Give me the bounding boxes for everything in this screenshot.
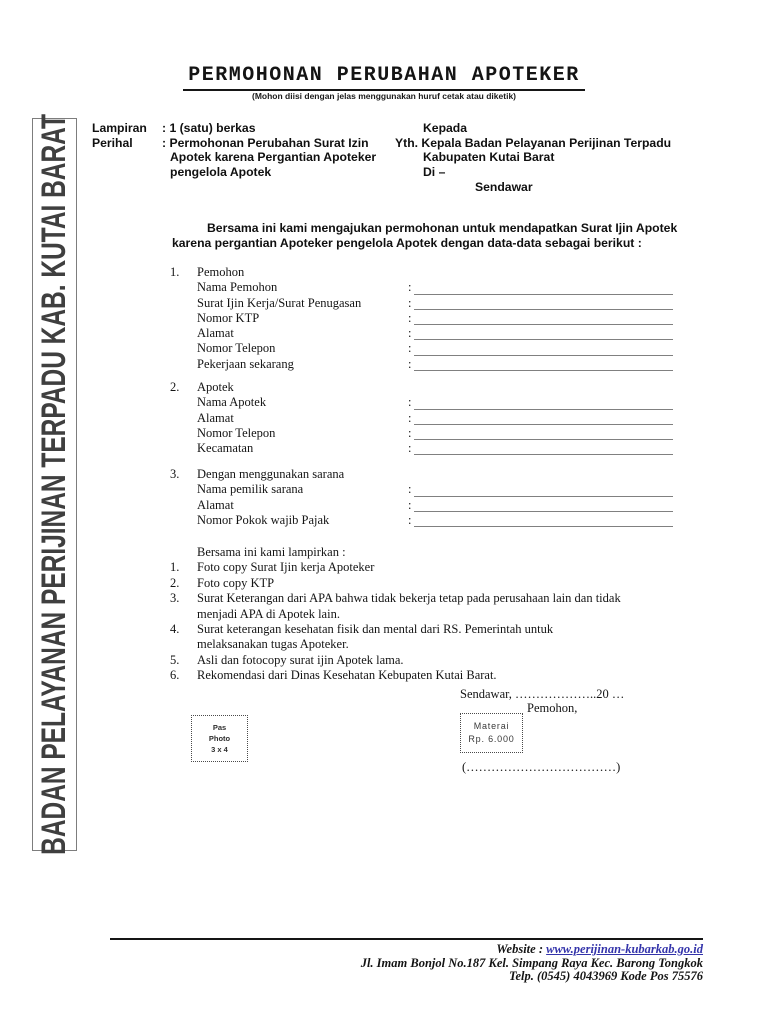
section-number: 3. [170, 467, 180, 481]
form-field-row [170, 498, 690, 513]
attachment-item [170, 668, 690, 683]
signature-date-line: Sendawar, ………………..20 … [460, 687, 625, 701]
pas-photo-box [191, 715, 248, 762]
section-sarana [170, 467, 690, 528]
materai-box [460, 713, 523, 753]
fill-line [414, 409, 673, 410]
form-field-row [170, 513, 690, 528]
section-title-row [170, 467, 690, 482]
attachment-item [170, 576, 690, 591]
item-text: Rekomendasi dari Dinas Kesehatan Kebupaten Kutai Barat. [197, 668, 497, 683]
form-field-row [170, 441, 690, 456]
fill-line [414, 526, 673, 527]
website-link[interactable]: www.perijinan-kubarkab.go.id [546, 942, 703, 956]
colon: : [408, 512, 412, 527]
field-label: Nama Apotek [197, 395, 267, 410]
item-text: Foto copy KTP [197, 575, 275, 590]
addressee-line1: Yth. Kepala Badan Pelayanan Perijinan Terpadu [395, 135, 672, 150]
section-number: 2. [170, 380, 180, 394]
item-text: melaksanakan tugas Apoteker. [197, 637, 349, 652]
attachment-item [170, 560, 690, 575]
form-field-row [170, 326, 690, 341]
intro-line2: karena pergantian Apoteker pengelola Apotek dengan data-data sebagai berikut : [172, 236, 642, 250]
signature-name-placeholder: (………………………………) [462, 760, 621, 774]
addressee-di: Di – [423, 164, 446, 179]
form-field-row [170, 341, 690, 356]
addressee-line2: Kabupaten Kutai Barat [423, 150, 555, 164]
item-number: 4. [170, 621, 180, 636]
field-label: Nama Pemohon [197, 280, 278, 295]
item-text: Surat Keterangan dari APA bahwa tidak bekerja tetap pada perusahaan lain dan tidak [197, 591, 621, 606]
attachment-item-wrap [170, 637, 690, 652]
perihal-value-line3: pengelola Apotek [170, 164, 272, 179]
field-label: Kecamatan [197, 441, 254, 456]
field-label: Nomor Telepon [197, 425, 276, 440]
fill-line [414, 355, 673, 356]
field-label: Surat Ijin Kerja/Surat Penugasan [197, 295, 362, 310]
addressee-city: Sendawar [475, 179, 533, 194]
field-label: Pekerjaan sekarang [197, 356, 294, 371]
colon: : [408, 356, 412, 371]
signature-role: Pemohon, [527, 701, 578, 715]
fill-line [414, 424, 673, 425]
fill-line [414, 339, 673, 340]
footer-address: Jl. Imam Bonjol No.187 Kel. Simpang Raya Kec. Barong Tongkok [360, 955, 703, 970]
title-wrap [0, 64, 768, 91]
field-label: Alamat [197, 326, 234, 341]
item-number: 5. [170, 652, 180, 667]
section-apotek [170, 380, 690, 456]
field-label: Alamat [197, 410, 234, 425]
section-pemohon [170, 265, 690, 372]
colon: : [408, 410, 412, 425]
item-number: 6. [170, 668, 180, 683]
fill-line [414, 511, 673, 512]
form-field-row [170, 280, 690, 295]
document-title: PERMOHONAN PERUBAHAN APOTEKER [183, 64, 585, 91]
section-title-row [170, 380, 690, 395]
fill-line [414, 324, 673, 325]
materai-line1: Materai [473, 721, 510, 731]
item-number: 2. [170, 575, 180, 590]
item-number: 3. [170, 591, 180, 606]
form-field-row [170, 357, 690, 372]
fill-line [414, 309, 673, 310]
field-label: Nomor KTP [197, 310, 260, 325]
colon: : [408, 441, 412, 456]
section-title-row [170, 265, 690, 280]
item-text: menjadi APA di Apotek lain. [197, 606, 340, 621]
pas-photo-line3: 3 x 4 [211, 745, 228, 754]
colon: : [408, 310, 412, 325]
footer-telp: Telp. (0545) 4043969 Kode Pos 75576 [509, 969, 703, 984]
attachment-item [170, 653, 690, 668]
section-title: Dengan menggunakan sarana [197, 467, 345, 481]
form-field-row [170, 395, 690, 410]
item-text: Asli dan fotocopy surat ijin Apotek lama. [197, 652, 404, 667]
colon: : [408, 280, 412, 295]
footer [361, 943, 703, 984]
form-field-row [170, 411, 690, 426]
fill-line [414, 294, 673, 295]
pas-photo-line1: Pas [212, 723, 227, 732]
footer-website-line [361, 943, 703, 957]
attachments-list [170, 545, 690, 684]
field-label: Nomor Pokok wajib Pajak [197, 512, 330, 527]
form-field-row [170, 426, 690, 441]
section-title: Pemohon [197, 265, 245, 279]
section-number: 1. [170, 265, 180, 279]
materai-line2: Rp. 6.000 [468, 734, 515, 744]
fill-line [414, 454, 673, 455]
attachment-item [170, 591, 690, 606]
item-number: 1. [170, 560, 180, 575]
kepada-label: Kepada [423, 121, 468, 135]
form-field-row [170, 482, 690, 497]
attachments-intro-row [170, 545, 690, 560]
document-subtitle: (Mohon diisi dengan jelas menggunakan huruf cetak atau diketik) [251, 91, 516, 101]
fill-line [414, 370, 673, 371]
footer-rule [110, 938, 703, 940]
colon: : [408, 341, 412, 356]
form-field-row [170, 296, 690, 311]
attachment-item [170, 622, 690, 637]
colon: : [408, 482, 412, 497]
lampiran-value: : 1 (satu) berkas [162, 121, 256, 135]
field-label: Nama pemilik sarana [197, 482, 304, 497]
perihal-value-line1: : Permohonan Perubahan Surat Izin [162, 135, 369, 150]
sidebar-agency-name: BADAN PELAYANAN PERIJINAN TERPADU KAB. KUTAI BARAT [35, 114, 73, 855]
colon: : [408, 295, 412, 310]
field-label: Alamat [197, 497, 234, 512]
sidebar-banner [32, 114, 77, 855]
fill-line [414, 496, 673, 497]
website-label: Website : [496, 942, 547, 956]
colon: : [408, 395, 412, 410]
attachments-intro: Bersama ini kami lampirkan : [197, 545, 346, 559]
perihal-label: Perihal [92, 135, 133, 150]
field-label: Nomor Telepon [197, 341, 276, 356]
intro-line1: Bersama ini kami mengajukan permohonan untuk mendapatkan Surat Ijin Apotek [207, 221, 678, 235]
colon: : [408, 497, 412, 512]
colon: : [408, 425, 412, 440]
form-field-row [170, 311, 690, 326]
fill-line [414, 439, 673, 440]
lampiran-label: Lampiran [92, 121, 147, 135]
pas-photo-line2: Photo [208, 734, 231, 743]
item-text: Foto copy Surat Ijin kerja Apoteker [197, 560, 375, 575]
perihal-value-line2: Apotek karena Pergantian Apoteker [170, 150, 377, 164]
section-title: Apotek [197, 380, 234, 394]
colon: : [408, 326, 412, 341]
item-text: Surat keterangan kesehatan fisik dan mental dari RS. Pemerintah untuk [197, 621, 554, 636]
attachment-item-wrap [170, 607, 690, 622]
